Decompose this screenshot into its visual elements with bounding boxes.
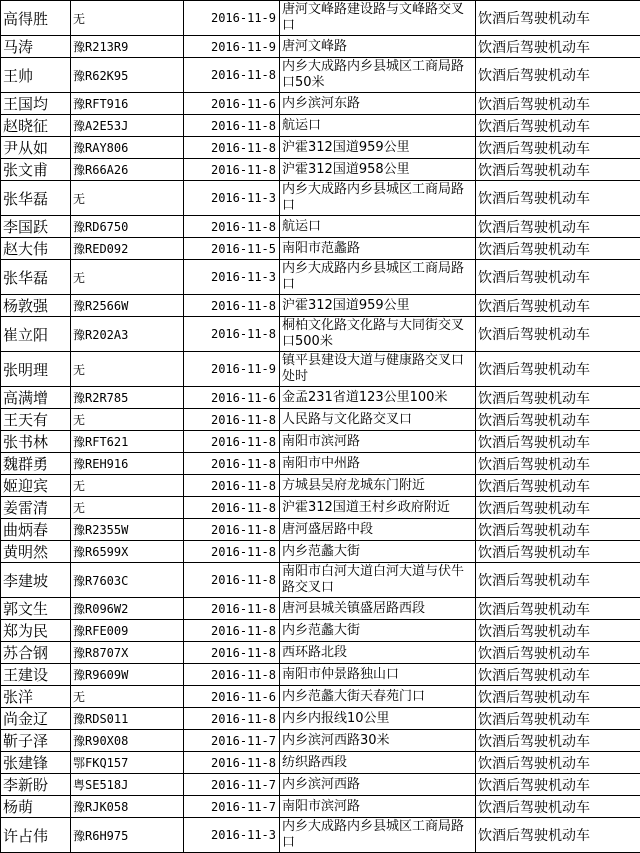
table-row — [1, 36, 640, 58]
driver-name: 姜雷清 — [1, 497, 71, 519]
violation-date: 2016-11-6 — [184, 93, 280, 115]
violation-location: 内乡范蠡大街 — [280, 620, 476, 642]
table-row — [1, 352, 640, 387]
violation-date: 2016-11-6 — [184, 686, 280, 708]
plate-number: 豫R202A3 — [71, 317, 184, 352]
driver-name: 尹从如 — [1, 137, 71, 159]
table-row — [1, 708, 640, 730]
violation-date: 2016-11-5 — [184, 238, 280, 260]
violation-type: 饮酒后驾驶机动车 — [476, 708, 640, 730]
violation-type: 饮酒后驾驶机动车 — [476, 352, 640, 387]
violation-date: 2016-11-8 — [184, 317, 280, 352]
table-row — [1, 620, 640, 642]
driver-name: 赵晓征 — [1, 115, 71, 137]
plate-number: 无 — [71, 475, 184, 497]
violation-type: 饮酒后驾驶机动车 — [476, 387, 640, 409]
violation-location: 唐河文峰路 — [280, 36, 476, 58]
plate-number: 豫R90X08 — [71, 730, 184, 752]
table-row — [1, 541, 640, 563]
plate-number: 豫R213R9 — [71, 36, 184, 58]
violation-location: 唐河文峰路建设路与文峰路交叉口 — [280, 1, 476, 36]
plate-number: 无 — [71, 1, 184, 36]
plate-number: 无 — [71, 686, 184, 708]
violation-type: 饮酒后驾驶机动车 — [476, 475, 640, 497]
table-row — [1, 519, 640, 541]
driver-name: 魏群勇 — [1, 453, 71, 475]
driver-name: 杨敦强 — [1, 295, 71, 317]
violation-type: 饮酒后驾驶机动车 — [476, 752, 640, 774]
violation-location: 南阳市白河大道白河大道与伏牛路交叉口 — [280, 563, 476, 598]
table-row — [1, 796, 640, 818]
driver-name: 赵大伟 — [1, 238, 71, 260]
violation-location: 内乡大成路内乡县城区工商局路口 — [280, 260, 476, 295]
plate-number: 豫R2R785 — [71, 387, 184, 409]
driver-name: 杨萌 — [1, 796, 71, 818]
violation-location: 南阳市滨河路 — [280, 796, 476, 818]
table-row — [1, 453, 640, 475]
table-row — [1, 115, 640, 137]
driver-name: 张洋 — [1, 686, 71, 708]
table-row — [1, 159, 640, 181]
plate-number: 豫R7603C — [71, 563, 184, 598]
violation-type: 饮酒后驾驶机动车 — [476, 541, 640, 563]
table-row — [1, 93, 640, 115]
violation-date: 2016-11-8 — [184, 642, 280, 664]
violation-date: 2016-11-3 — [184, 818, 280, 853]
violation-date: 2016-11-9 — [184, 352, 280, 387]
violation-location: 内乡范蠡大街 — [280, 541, 476, 563]
violation-location: 桐柏文化路文化路与大同街交叉口500米 — [280, 317, 476, 352]
violation-location: 内乡范蠡大街天春苑门口 — [280, 686, 476, 708]
violation-date: 2016-11-8 — [184, 295, 280, 317]
table-row — [1, 238, 640, 260]
violation-date: 2016-11-8 — [184, 541, 280, 563]
violation-type: 饮酒后驾驶机动车 — [476, 260, 640, 295]
table-row — [1, 774, 640, 796]
violation-date: 2016-11-8 — [184, 708, 280, 730]
table-row — [1, 497, 640, 519]
plate-number: 豫R9609W — [71, 664, 184, 686]
violation-location: 内乡滨河东路 — [280, 93, 476, 115]
violation-date: 2016-11-8 — [184, 752, 280, 774]
plate-number: 豫R6H975 — [71, 818, 184, 853]
table-row — [1, 58, 640, 93]
violation-location: 内乡大成路内乡县城区工商局路口50米 — [280, 58, 476, 93]
driver-name: 张建锋 — [1, 752, 71, 774]
violation-location: 人民路与文化路交叉口 — [280, 409, 476, 431]
driver-name: 郭文生 — [1, 598, 71, 620]
table-row — [1, 686, 640, 708]
plate-number: 豫RJK058 — [71, 796, 184, 818]
violation-type: 饮酒后驾驶机动车 — [476, 409, 640, 431]
violation-date: 2016-11-8 — [184, 453, 280, 475]
table-row — [1, 181, 640, 216]
driver-name: 王国均 — [1, 93, 71, 115]
driver-name: 郑为民 — [1, 620, 71, 642]
violation-type: 饮酒后驾驶机动车 — [476, 216, 640, 238]
violation-location: 沪霍312国道959公里 — [280, 137, 476, 159]
violation-type: 饮酒后驾驶机动车 — [476, 563, 640, 598]
violation-date: 2016-11-8 — [184, 58, 280, 93]
driver-name: 马涛 — [1, 36, 71, 58]
violation-date: 2016-11-8 — [184, 620, 280, 642]
violation-type: 饮酒后驾驶机动车 — [476, 497, 640, 519]
violation-date: 2016-11-8 — [184, 216, 280, 238]
violation-date: 2016-11-8 — [184, 664, 280, 686]
violation-type: 饮酒后驾驶机动车 — [476, 36, 640, 58]
table-row — [1, 752, 640, 774]
violation-type: 饮酒后驾驶机动车 — [476, 238, 640, 260]
plate-number: 豫RAY806 — [71, 137, 184, 159]
plate-number: 无 — [71, 497, 184, 519]
driver-name: 张华磊 — [1, 181, 71, 216]
table-row — [1, 664, 640, 686]
violation-date: 2016-11-8 — [184, 159, 280, 181]
violation-type: 饮酒后驾驶机动车 — [476, 317, 640, 352]
violation-location: 内乡滨河西路30米 — [280, 730, 476, 752]
driver-name: 李国跃 — [1, 216, 71, 238]
violation-location: 内乡滨河西路 — [280, 774, 476, 796]
violation-type: 饮酒后驾驶机动车 — [476, 796, 640, 818]
violation-type: 饮酒后驾驶机动车 — [476, 620, 640, 642]
table-row — [1, 598, 640, 620]
driver-name: 曲炳春 — [1, 519, 71, 541]
violation-location: 唐河盛居路中段 — [280, 519, 476, 541]
violation-type: 饮酒后驾驶机动车 — [476, 730, 640, 752]
violation-date: 2016-11-8 — [184, 497, 280, 519]
violation-type: 饮酒后驾驶机动车 — [476, 642, 640, 664]
violation-location: 纺织路西段 — [280, 752, 476, 774]
plate-number: 豫RD6750 — [71, 216, 184, 238]
table-row — [1, 642, 640, 664]
violation-location: 沪霍312国道王村乡政府附近 — [280, 497, 476, 519]
table-row — [1, 387, 640, 409]
violation-location: 镇平县建设大道与健康路交叉口处时 — [280, 352, 476, 387]
violation-date: 2016-11-7 — [184, 774, 280, 796]
table-row — [1, 409, 640, 431]
violation-date: 2016-11-8 — [184, 115, 280, 137]
violation-type: 饮酒后驾驶机动车 — [476, 519, 640, 541]
driver-name: 张书林 — [1, 431, 71, 453]
violation-type: 饮酒后驾驶机动车 — [476, 664, 640, 686]
plate-number: 豫R6599X — [71, 541, 184, 563]
violation-type: 饮酒后驾驶机动车 — [476, 598, 640, 620]
plate-number: 豫R66A26 — [71, 159, 184, 181]
violation-type: 饮酒后驾驶机动车 — [476, 181, 640, 216]
violation-location: 内乡大成路内乡县城区工商局路口 — [280, 818, 476, 853]
driver-name: 靳子泽 — [1, 730, 71, 752]
plate-number: 豫A2E53J — [71, 115, 184, 137]
driver-name: 高得胜 — [1, 1, 71, 36]
violation-type: 饮酒后驾驶机动车 — [476, 137, 640, 159]
table-row — [1, 818, 640, 853]
driver-name: 姬迎宾 — [1, 475, 71, 497]
driver-name: 王天有 — [1, 409, 71, 431]
plate-number: 豫R096W2 — [71, 598, 184, 620]
violation-location: 西环路北段 — [280, 642, 476, 664]
plate-number: 无 — [71, 409, 184, 431]
plate-number: 鄂FKQ157 — [71, 752, 184, 774]
plate-number: 豫RDS011 — [71, 708, 184, 730]
plate-number: 豫RFE009 — [71, 620, 184, 642]
violation-type: 饮酒后驾驶机动车 — [476, 818, 640, 853]
violation-date: 2016-11-7 — [184, 796, 280, 818]
driver-name: 许占伟 — [1, 818, 71, 853]
violation-date: 2016-11-8 — [184, 519, 280, 541]
violation-type: 饮酒后驾驶机动车 — [476, 686, 640, 708]
violation-date: 2016-11-3 — [184, 260, 280, 295]
violation-type: 饮酒后驾驶机动车 — [476, 774, 640, 796]
violation-date: 2016-11-9 — [184, 36, 280, 58]
plate-number: 豫REH916 — [71, 453, 184, 475]
driver-name: 崔立阳 — [1, 317, 71, 352]
violation-location: 内乡大成路内乡县城区工商局路口 — [280, 181, 476, 216]
plate-number: 豫R8707X — [71, 642, 184, 664]
violation-location: 南阳市仲景路独山口 — [280, 664, 476, 686]
table-row — [1, 317, 640, 352]
plate-number: 豫R2355W — [71, 519, 184, 541]
table-row — [1, 563, 640, 598]
driver-name: 王帅 — [1, 58, 71, 93]
table-row — [1, 1, 640, 36]
driver-name: 黄明然 — [1, 541, 71, 563]
violation-type: 饮酒后驾驶机动车 — [476, 295, 640, 317]
plate-number: 豫R62K95 — [71, 58, 184, 93]
violation-location: 南阳市滨河路 — [280, 431, 476, 453]
plate-number: 豫RFT621 — [71, 431, 184, 453]
violation-date: 2016-11-8 — [184, 598, 280, 620]
violation-location: 方城县吴府龙城东门附近 — [280, 475, 476, 497]
driver-name: 张华磊 — [1, 260, 71, 295]
violation-date: 2016-11-8 — [184, 409, 280, 431]
driver-name: 张明理 — [1, 352, 71, 387]
plate-number: 无 — [71, 181, 184, 216]
driver-name: 尚金辽 — [1, 708, 71, 730]
table-row — [1, 295, 640, 317]
violation-date: 2016-11-6 — [184, 387, 280, 409]
driver-name: 高满增 — [1, 387, 71, 409]
violation-type: 饮酒后驾驶机动车 — [476, 453, 640, 475]
violation-date: 2016-11-8 — [184, 475, 280, 497]
driver-name: 苏合钢 — [1, 642, 71, 664]
violation-date: 2016-11-7 — [184, 730, 280, 752]
violation-date: 2016-11-8 — [184, 563, 280, 598]
table-body — [1, 1, 640, 853]
table-row — [1, 216, 640, 238]
driver-name: 李建坡 — [1, 563, 71, 598]
violation-location: 金孟231省道123公里100米 — [280, 387, 476, 409]
violation-location: 内乡内报线10公里 — [280, 708, 476, 730]
plate-number: 豫RED092 — [71, 238, 184, 260]
violation-type: 饮酒后驾驶机动车 — [476, 58, 640, 93]
violation-location: 南阳市中州路 — [280, 453, 476, 475]
table-row — [1, 137, 640, 159]
driver-name: 李新盼 — [1, 774, 71, 796]
violation-date: 2016-11-9 — [184, 1, 280, 36]
violation-location: 唐河县城关镇盛居路西段 — [280, 598, 476, 620]
plate-number: 豫RFT916 — [71, 93, 184, 115]
violation-location: 航运口 — [280, 115, 476, 137]
violation-location: 航运口 — [280, 216, 476, 238]
table-row — [1, 475, 640, 497]
violation-location: 沪霍312国道958公里 — [280, 159, 476, 181]
table-row — [1, 260, 640, 295]
driver-name: 张文甫 — [1, 159, 71, 181]
driver-name: 王建设 — [1, 664, 71, 686]
plate-number: 无 — [71, 260, 184, 295]
violation-location: 南阳市范蠡路 — [280, 238, 476, 260]
plate-number: 无 — [71, 352, 184, 387]
plate-number: 粤SE518J — [71, 774, 184, 796]
violation-type: 饮酒后驾驶机动车 — [476, 159, 640, 181]
violation-location: 沪霍312国道959公里 — [280, 295, 476, 317]
violation-date: 2016-11-8 — [184, 137, 280, 159]
violation-type: 饮酒后驾驶机动车 — [476, 93, 640, 115]
violation-type: 饮酒后驾驶机动车 — [476, 431, 640, 453]
plate-number: 豫R2566W — [71, 295, 184, 317]
table-row — [1, 431, 640, 453]
violation-date: 2016-11-3 — [184, 181, 280, 216]
violation-type: 饮酒后驾驶机动车 — [476, 115, 640, 137]
violation-type: 饮酒后驾驶机动车 — [476, 1, 640, 36]
violation-date: 2016-11-8 — [184, 431, 280, 453]
table-row — [1, 730, 640, 752]
